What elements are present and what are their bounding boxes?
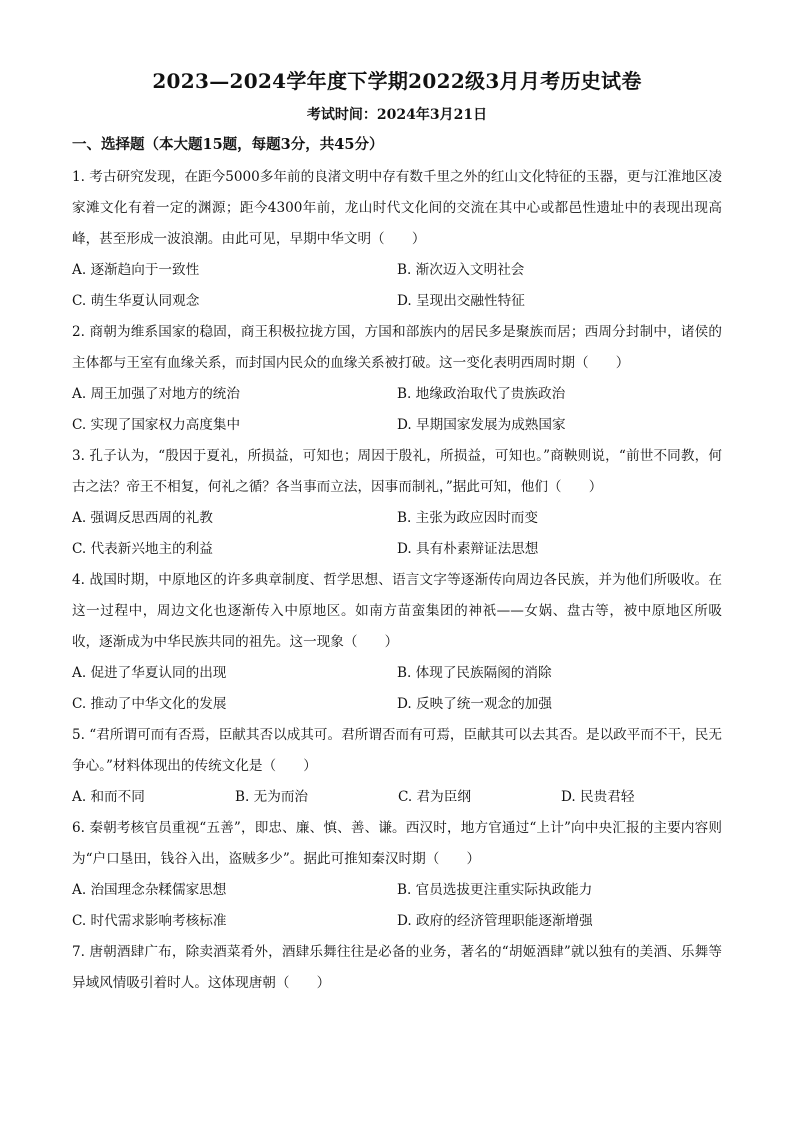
question-stem: 3. 孔子认为，“殷因于夏礼，所损益，可知也；周因于殷礼，所损益，可知也。”商鞅则说，“前世不同教，何古之法？帝王不相复，何礼之循？各当事而立法，因事而制礼，”据此可知，他们（ ）	[72, 448, 722, 495]
question-stem: 7. 唐朝酒肆广布，除卖酒菜肴外，酒肆乐舞往往是必备的业务，著名的“胡姬酒肆”就以独有的美酒、乐舞等异域风情吸引着时人。这体现唐朝（ ）	[72, 944, 722, 991]
option-b[interactable]: B. 官员选拔更注重实际执政能力	[397, 882, 593, 898]
exam-title: 2023—2024学年度下学期2022级3月月考历史试卷	[152, 69, 642, 93]
option-c[interactable]: C. 萌生华夏认同观念	[72, 293, 200, 309]
option-a[interactable]: A. 促进了华夏认同的出现	[72, 665, 227, 681]
option-a[interactable]: A. 周王加强了对地方的统治	[72, 386, 240, 402]
question-stem: 5. “君所谓可而有否焉，臣献其否以成其可。君所谓否而有可焉，臣献其可以去其否。是以政平而不干，民无争心。”材料体现出的传统文化是（ ）	[72, 727, 722, 774]
option-b[interactable]: B. 地缘政治取代了贵族政治	[397, 386, 566, 402]
option-c[interactable]: C. 君为臣纲	[398, 789, 471, 805]
option-a[interactable]: A. 逐渐趋向于一致性	[72, 262, 200, 278]
question-2	[72, 317, 722, 441]
question-7	[72, 937, 722, 999]
option-d[interactable]: D. 反映了统一观念的加强	[397, 696, 552, 712]
option-d[interactable]: D. 民贵君轻	[561, 789, 635, 805]
question-stem: 2. 商朝为维系国家的稳固，商王积极拉拢方国，方国和部族内的居民多是聚族而居；西周分封制中，诸侯的主体都与王室有血缘关系，而封国内民众的血缘关系被打破。这一变化表明西周时期（ ）	[72, 324, 722, 371]
option-b[interactable]: B. 无为而治	[235, 789, 309, 805]
option-grid	[72, 875, 722, 937]
question-stem: 6. 秦朝考核官员重视“五善”，即忠、廉、慎、善、谦。西汉时，地方官通过“上计”向中央汇报的主要内容则为“户口垦田，钱谷入出，盗贼多少”。据此可推知秦汉时期（ ）	[72, 820, 722, 867]
section-heading: 一、选择题（本大题15题，每题3分，共45分）	[72, 136, 384, 153]
question-4	[72, 565, 722, 720]
option-grid	[72, 255, 722, 317]
option-b[interactable]: B. 渐次迈入文明社会	[397, 262, 525, 278]
option-b[interactable]: B. 主张为政应因时而变	[397, 510, 538, 526]
option-grid	[72, 782, 722, 813]
option-c[interactable]: C. 实现了国家权力高度集中	[72, 417, 241, 433]
option-d[interactable]: D. 早期国家发展为成熟国家	[397, 417, 566, 433]
option-a[interactable]: A. 治国理念杂糅儒家思想	[72, 882, 227, 898]
question-6	[72, 813, 722, 937]
option-c[interactable]: C. 时代需求影响考核标准	[72, 913, 227, 929]
question-stem: 4. 战国时期，中原地区的许多典章制度、哲学思想、语言文字等逐渐传向周边各民族，并为他们所吸收。在这一过程中，周边文化也逐渐传入中原地区。如南方苗蛮集团的神祇——女娲、盘古等，被中原地区所吸收，逐渐成为中华民族共同的祖先。这一现象（ ）	[72, 572, 722, 650]
question-stem: 1. 考古研究发现，在距今5000多年前的良渚文明中存有数千里之外的红山文化特征的玉器，更与江淮地区凌家滩文化有着一定的渊源；距今4300年前，龙山时代文化间的交流在其中心或都邑性遗址中的表现出现高峰，甚至形成一波浪潮。由此可见，早期中华文明（ ）	[72, 169, 723, 247]
option-c[interactable]: C. 代表新兴地主的利益	[72, 541, 213, 557]
option-b[interactable]: B. 体现了民族隔阂的消除	[397, 665, 552, 681]
option-c[interactable]: C. 推动了中华文化的发展	[72, 696, 227, 712]
option-a[interactable]: A. 和而不同	[72, 789, 145, 805]
option-d[interactable]: D. 具有朴素辩证法思想	[397, 541, 539, 557]
question-1	[72, 162, 722, 317]
option-d[interactable]: D. 呈现出交融性特征	[397, 293, 525, 309]
option-a[interactable]: A. 强调反思西周的礼教	[72, 510, 213, 526]
exam-time: 考试时间：2024年3月21日	[306, 107, 488, 123]
question-3	[72, 441, 722, 565]
option-grid	[72, 503, 722, 565]
option-grid	[72, 658, 722, 720]
question-5	[72, 720, 722, 813]
option-grid	[72, 379, 722, 441]
option-d[interactable]: D. 政府的经济管理职能逐渐增强	[397, 913, 593, 929]
question-list	[72, 162, 722, 999]
